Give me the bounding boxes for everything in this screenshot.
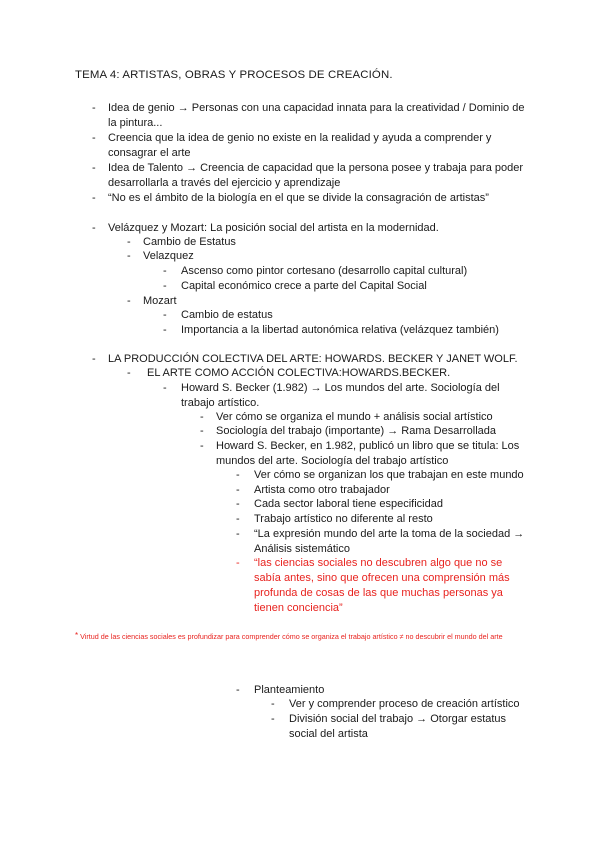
list-item-text: Howard S. Becker (1.982) → Los mundos del arte. Sociología del trabajo artístico. [181, 382, 500, 409]
list-item-text: Velázquez y Mozart: La posición social del artista en la modernidad. [108, 222, 439, 234]
list-item-text: Cambio de Estatus [143, 236, 236, 248]
bullet-dash: - [92, 192, 96, 204]
list-item-text: “No es el ámbito de la biología en el que se divide la consagración de artistas” [108, 192, 489, 204]
list-item [92, 221, 542, 236]
bullet-dash: - [200, 440, 204, 452]
bullet-dash: - [127, 236, 131, 248]
list-item [236, 512, 536, 527]
bullet-dash: - [236, 484, 240, 496]
list-item [92, 101, 532, 131]
list-item [271, 712, 526, 742]
list-item-text: Planteamiento [254, 684, 325, 696]
list-item [236, 497, 536, 512]
list-item-text: Cada sector laboral tiene especificidad [254, 498, 443, 510]
bullet-dash: - [92, 132, 96, 144]
list-item [163, 264, 543, 279]
list-item-text: LA PRODUCCIÓN COLECTIVA DEL ARTE: HOWARDS. BECKER Y JANET WOLF. [108, 353, 518, 365]
bullet-dash: - [200, 411, 204, 423]
list-item [236, 683, 536, 698]
list-item [127, 294, 527, 309]
footnote-text: Virtud de las ciencias sociales es profundizar para comprender cómo se organiza el trabajo artístico ≠ no descubrir el mundo del arte [80, 632, 503, 641]
bullet-dash: - [127, 295, 131, 307]
bullet-dash: - [236, 469, 240, 481]
list-item [271, 697, 541, 712]
bullet-dash: - [271, 713, 275, 725]
list-item [163, 381, 533, 411]
list-item-text: Trabajo artístico no diferente al resto [254, 513, 433, 525]
list-item [127, 249, 527, 264]
list-item-text: Idea de genio → Personas con una capacidad innata para la creatividad / Dominio de la pintura... [108, 102, 525, 129]
bullet-dash: - [92, 102, 96, 114]
list-item-text: Artista como otro trabajador [254, 484, 390, 496]
list-item [163, 323, 543, 338]
list-item [163, 308, 543, 323]
list-item [200, 410, 540, 425]
list-item [92, 352, 542, 367]
list-item-text: Ascenso como pintor cortesano (desarrollo capital cultural) [181, 265, 468, 277]
list-item [127, 366, 527, 381]
bullet-dash: - [236, 684, 240, 696]
list-item [236, 468, 536, 483]
list-item-text: Ver cómo se organiza el mundo + análisis social artístico [216, 411, 493, 423]
list-item-text: Mozart [143, 295, 177, 307]
bullet-dash: - [127, 367, 131, 379]
bullet-dash: - [92, 222, 96, 234]
list-item [200, 439, 535, 469]
list-item-text: Cambio de estatus [181, 309, 273, 321]
list-item [236, 483, 536, 498]
list-item [92, 131, 532, 161]
document-title: TEMA 4: ARTISTAS, OBRAS Y PROCESOS DE CREACIÓN. [75, 69, 393, 81]
footnote [75, 630, 535, 643]
bullet-dash: - [127, 250, 131, 262]
list-item [92, 191, 542, 206]
list-item-text: “La expresión mundo del arte la toma de la sociedad → Análisis sistemático [254, 528, 525, 555]
list-item [163, 279, 543, 294]
bullet-dash: - [236, 513, 240, 525]
list-item-text: Creencia que la idea de genio no existe en la realidad y ayuda a comprender y consagrar el arte [108, 132, 492, 159]
bullet-dash: - [163, 324, 167, 336]
bullet-dash: - [163, 382, 167, 394]
bullet-dash: - [163, 280, 167, 292]
list-item-text: EL ARTE COMO ACCIÓN COLECTIVA:HOWARDS.BECKER. [147, 367, 451, 379]
list-item [200, 424, 540, 439]
list-item-text: Capital económico crece a parte del Capital Social [181, 280, 427, 292]
list-item-text: Velazquez [143, 250, 194, 262]
list-item [127, 235, 527, 250]
bullet-dash: - [236, 557, 240, 569]
bullet-dash: - [200, 425, 204, 437]
bullet-dash: - [92, 162, 96, 174]
footnote-star: * [75, 631, 79, 640]
list-item [236, 527, 536, 557]
list-item-text: Ver cómo se organizan los que trabajan en este mundo [254, 469, 524, 481]
list-item-text: “las ciencias sociales no descubren algo que no se sabía antes, sino que ofrecen una comprensión más profunda de cosas de las que muchas personas ya tienen conciencia” [254, 557, 510, 614]
list-item-text: Importancia a la libertad autonómica relativa (velázquez también) [181, 324, 499, 336]
bullet-dash: - [236, 528, 240, 540]
list-item [92, 161, 542, 191]
list-item-text: Howard S. Becker, en 1.982, publicó un libro que se titula: Los mundos del arte. Sociología del trabajo artístico [216, 440, 520, 467]
list-item-text: Ver y comprender proceso de creación artístico [289, 698, 520, 710]
list-item-text: Sociología del trabajo (importante) → Rama Desarrollada [216, 425, 497, 437]
bullet-dash: - [163, 309, 167, 321]
list-item-text: División social del trabajo → Otorgar estatus social del artista [289, 713, 507, 740]
bullet-dash: - [236, 498, 240, 510]
bullet-dash: - [163, 265, 167, 277]
list-item-text: Idea de Talento → Creencia de capacidad que la persona posee y trabaja para poder desarrollarla a través del ejercicio y aprendizaje [108, 162, 524, 189]
bullet-dash: - [271, 698, 275, 710]
bullet-dash: - [92, 353, 96, 365]
list-item-quote [236, 556, 526, 616]
